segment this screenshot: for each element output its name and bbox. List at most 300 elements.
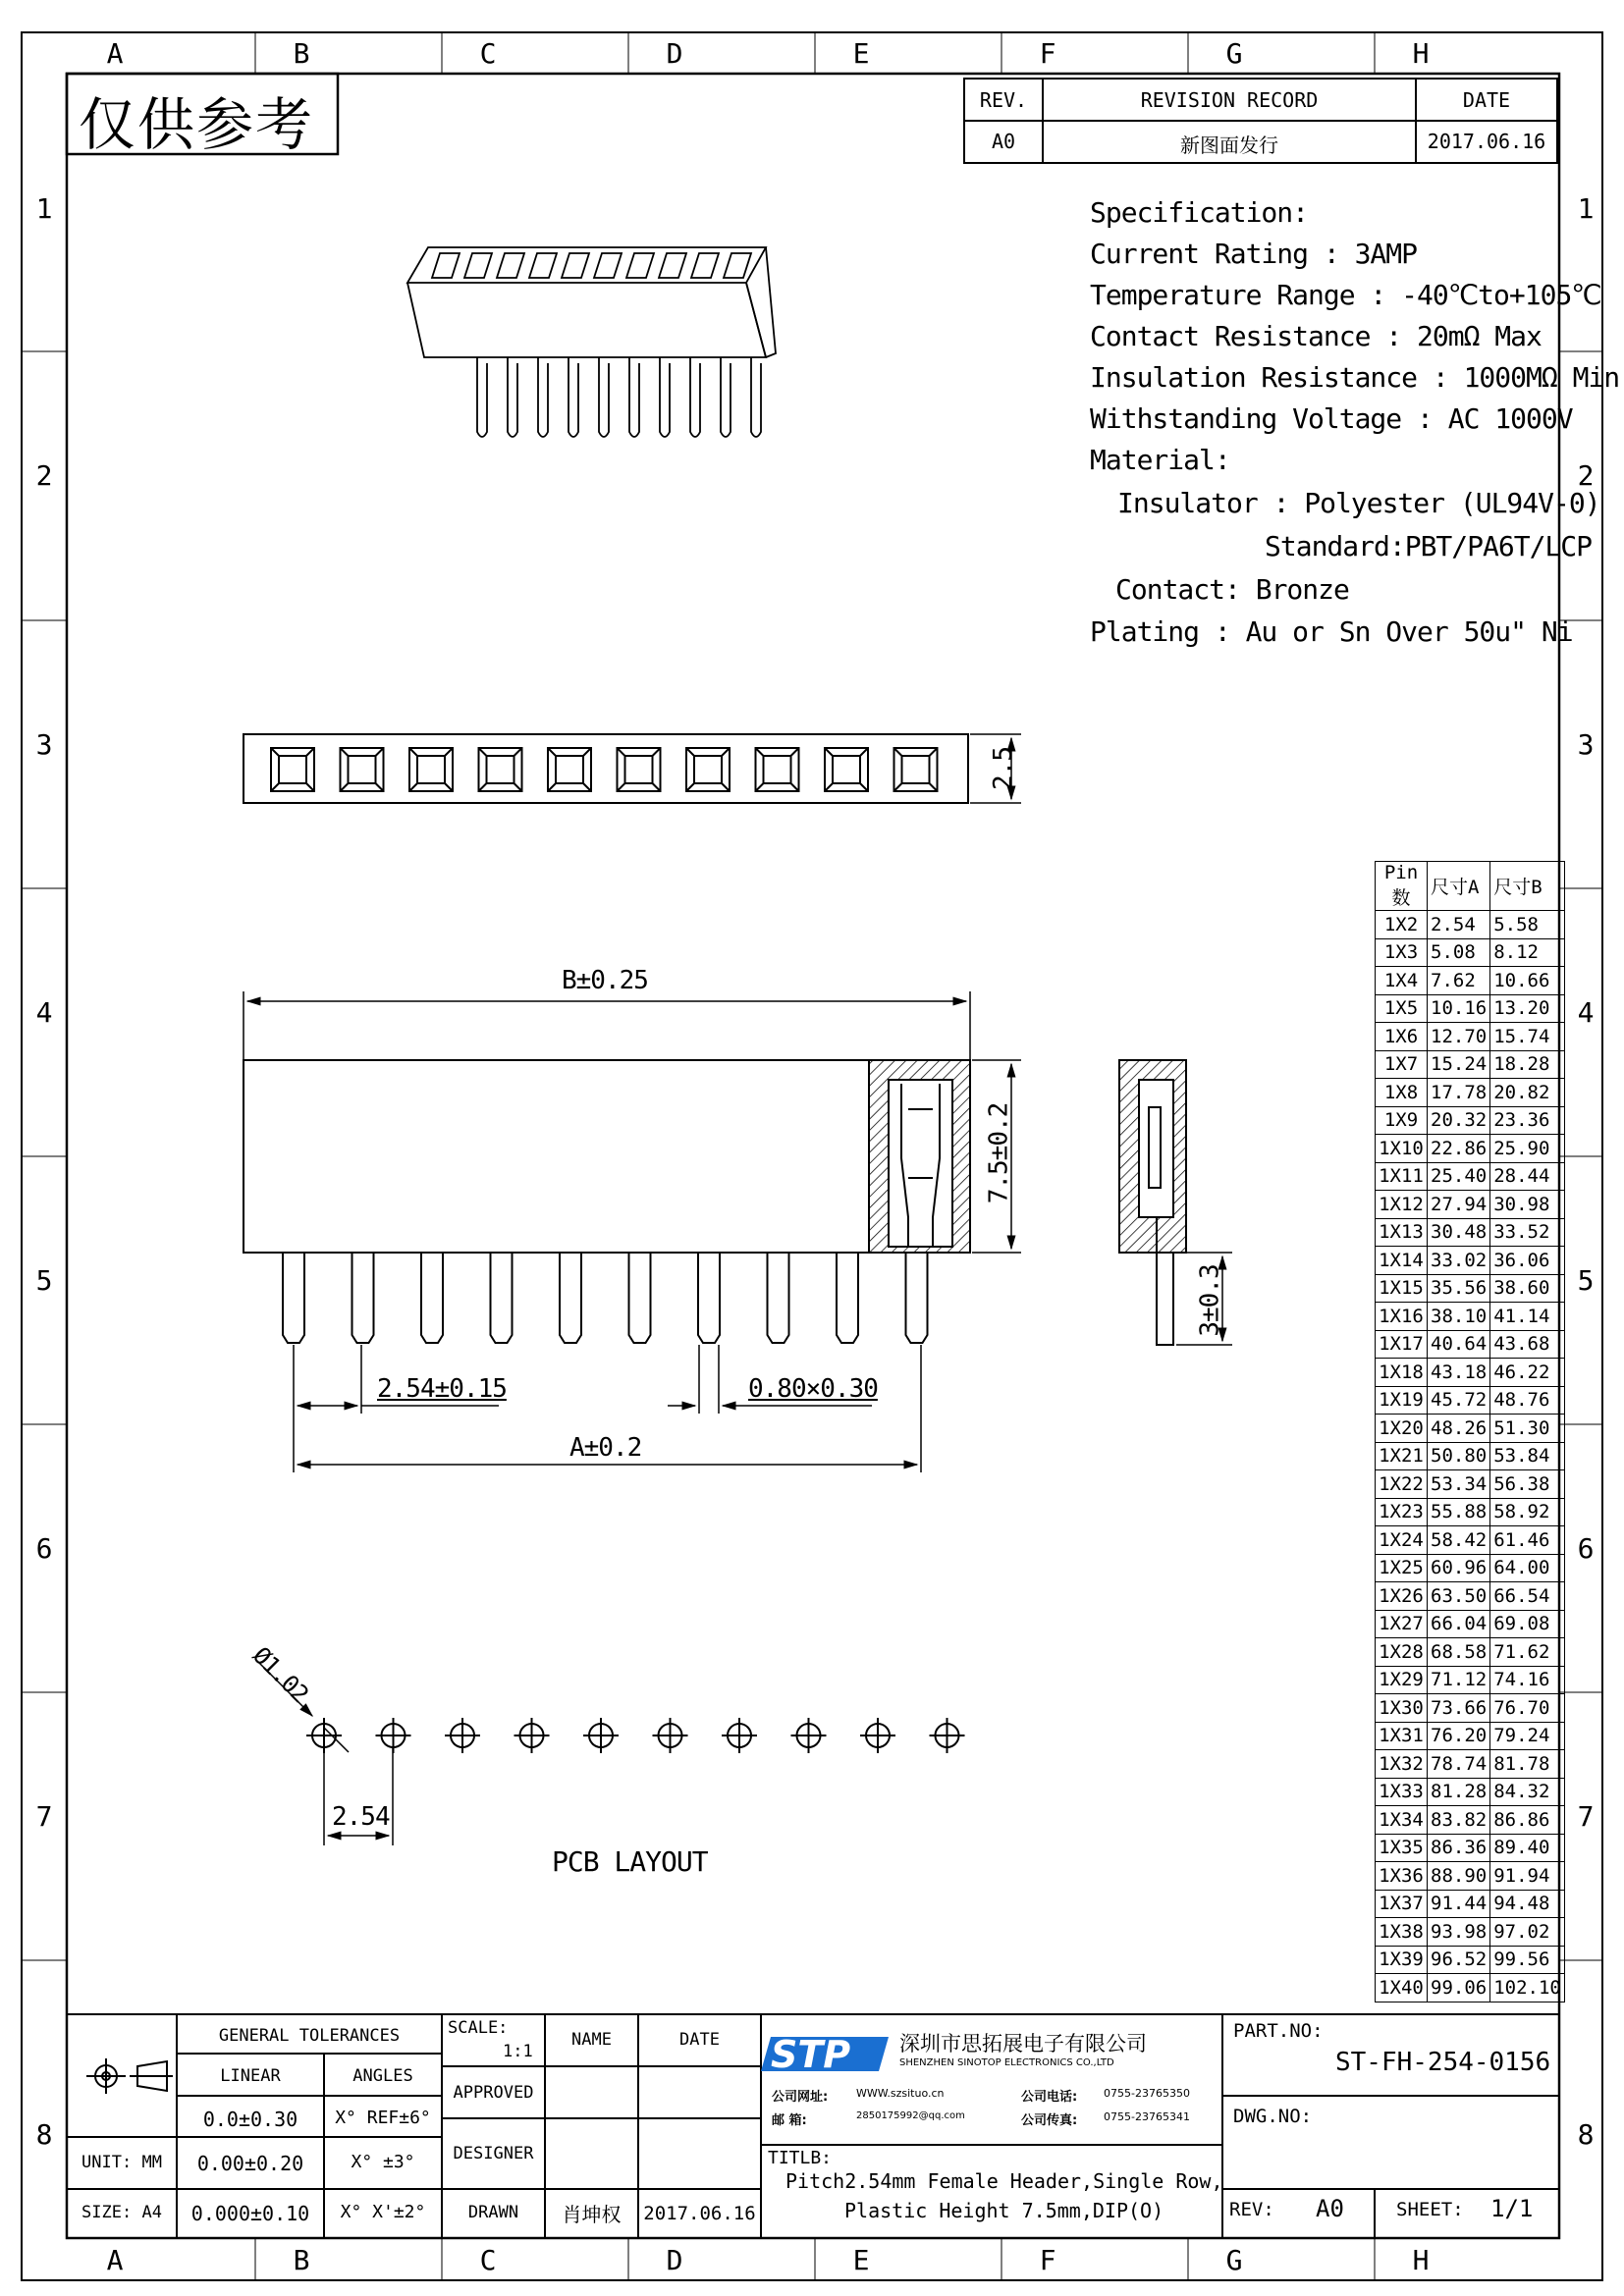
table-cell: 73.66: [1428, 1694, 1490, 1723]
table-row: [1376, 1666, 1565, 1694]
table-cell: 81.78: [1490, 1750, 1565, 1779]
table-cell: 99.06: [1428, 1974, 1490, 2002]
front-view: [244, 991, 1021, 1472]
title-label: TITLB:: [768, 2148, 833, 2168]
spec-line: Insulation Resistance : 1000MΩ Min: [1090, 361, 1620, 394]
table-row: [1376, 1135, 1565, 1163]
pin: [698, 1253, 720, 1343]
pin: [599, 357, 609, 437]
table-cell: 53.84: [1490, 1442, 1565, 1470]
table-cell: 102.10: [1490, 1974, 1565, 2002]
table-cell: 84.32: [1490, 1778, 1565, 1806]
table-cell: 1X31: [1376, 1722, 1428, 1750]
socket-corner: [479, 748, 522, 791]
table-row: [1376, 1162, 1565, 1191]
table-cell: 1X17: [1376, 1330, 1428, 1359]
table-cell: 48.26: [1428, 1415, 1490, 1443]
fax-value: 0755-23765341: [1104, 2110, 1190, 2123]
pin: [721, 357, 731, 437]
table-cell: 5.08: [1428, 938, 1490, 967]
grid-row-label: 4: [1577, 996, 1595, 1029]
table-cell: 76.20: [1428, 1722, 1490, 1750]
web-label: 公司网址:: [772, 2090, 829, 2105]
unit-label: UNIT: MM: [81, 2153, 162, 2172]
table-row: [1376, 1442, 1565, 1470]
table-cell: 1X10: [1376, 1135, 1428, 1163]
phone-label: 公司电话:: [1021, 2090, 1078, 2105]
table-row: [1376, 911, 1565, 939]
grid-column-label: D: [666, 37, 683, 70]
table-cell: 1X12: [1376, 1191, 1428, 1219]
grid-row-label: 7: [1577, 1800, 1595, 1833]
socket-square-inner: [556, 756, 583, 783]
spec-line: Contact Resistance : 20mΩ Max: [1090, 320, 1542, 352]
spec-contact: Contact: Bronze: [1115, 573, 1349, 606]
table-cell: 18.28: [1490, 1050, 1565, 1079]
socket-corner: [756, 748, 799, 791]
table-cell: 56.38: [1490, 1470, 1565, 1499]
table-cell: 55.88: [1428, 1498, 1490, 1526]
table-cell: 71.12: [1428, 1666, 1490, 1694]
company-logo: [761, 2033, 889, 2076]
table-cell: 33.52: [1490, 1218, 1565, 1247]
table-cell: 64.00: [1490, 1554, 1565, 1582]
table-cell: 91.44: [1428, 1890, 1490, 1918]
sheet-label: SHEET:: [1396, 2199, 1464, 2220]
table-cell: 1X27: [1376, 1610, 1428, 1638]
designer-label: DESIGNER: [453, 2144, 534, 2163]
table-row: [1376, 1274, 1565, 1303]
grid-column-label: C: [479, 2244, 497, 2276]
table-cell: 1X5: [1376, 994, 1428, 1023]
table-row: [1376, 1974, 1565, 2002]
table-cell: 1X3: [1376, 938, 1428, 967]
grid-column-label: G: [1225, 2244, 1243, 2276]
pin: [629, 357, 639, 437]
table-cell: 89.40: [1490, 1834, 1565, 1862]
spec-line: Withstanding Voltage : AC 1000V: [1090, 402, 1573, 435]
table-cell: 86.86: [1490, 1806, 1565, 1835]
table-cell: 1X13: [1376, 1218, 1428, 1247]
linear-tol-2: 0.00±0.20: [196, 2152, 304, 2175]
grid-column-label: A: [106, 37, 124, 70]
company-name-en: SHENZHEN SINOTOP ELECTRONICS CO.,LTD: [899, 2057, 1114, 2068]
table-cell: 1X30: [1376, 1694, 1428, 1723]
pin: [906, 1253, 928, 1343]
part-no: ST-FH-254-0156: [1335, 2048, 1551, 2077]
table-cell: 58.92: [1490, 1498, 1565, 1526]
table-cell: 30.98: [1490, 1191, 1565, 1219]
table-cell: 50.80: [1428, 1442, 1490, 1470]
table-row: [1376, 1946, 1565, 1974]
angle-tol-3: X° X'±2°: [340, 2202, 426, 2222]
revision-date-value: 2017.06.16: [1427, 130, 1546, 153]
linear-tol-1: 0.0±0.30: [202, 2108, 298, 2131]
table-row: [1376, 1359, 1565, 1387]
grid-column-label: E: [852, 2244, 870, 2276]
socket-corner: [618, 748, 661, 791]
grid-row-label: 5: [35, 1264, 53, 1297]
table-cell: 43.18: [1428, 1359, 1490, 1387]
table-cell: 66.04: [1428, 1610, 1490, 1638]
linear-label: LINEAR: [220, 2066, 281, 2086]
socket-corner: [409, 748, 453, 791]
table-cell: 27.94: [1428, 1191, 1490, 1219]
grid-row-label: 5: [1577, 1264, 1595, 1297]
table-cell: 1X26: [1376, 1582, 1428, 1611]
table-cell: 86.36: [1428, 1834, 1490, 1862]
table-cell: 40.64: [1428, 1330, 1490, 1359]
table-cell: 61.46: [1490, 1526, 1565, 1555]
table-row: [1376, 1778, 1565, 1806]
linear-tol-3: 0.000±0.10: [190, 2202, 310, 2225]
socket-square-inner: [833, 756, 860, 783]
angle-tol-1: X° REF±6°: [335, 2108, 431, 2128]
table-row: [1376, 994, 1565, 1023]
spec-plating: Plating : Au or Sn Over 50u" Ni: [1090, 615, 1573, 648]
socket-square-inner: [487, 756, 514, 783]
table-cell: 1X23: [1376, 1498, 1428, 1526]
grid-column-label: B: [293, 37, 310, 70]
grid-row-label: 6: [1577, 1532, 1595, 1565]
table-cell: 28.44: [1490, 1162, 1565, 1191]
table-cell: 12.70: [1428, 1023, 1490, 1051]
table-cell: 1X34: [1376, 1806, 1428, 1835]
table-cell: 97.02: [1490, 1918, 1565, 1947]
table-cell: 99.56: [1490, 1946, 1565, 1974]
table-cell: 38.10: [1428, 1303, 1490, 1331]
table-cell: 76.70: [1490, 1694, 1565, 1723]
table-cell: 1X9: [1376, 1106, 1428, 1135]
table-cell: 68.58: [1428, 1638, 1490, 1667]
spec-insulator: Insulator : Polyester (UL94V-0): [1117, 487, 1600, 519]
table-row: [1376, 1806, 1565, 1835]
grid-row-label: 3: [1577, 728, 1595, 761]
table-row: [1376, 1610, 1565, 1638]
grid-column-label: D: [666, 2244, 683, 2276]
drawn-date: 2017.06.16: [643, 2203, 756, 2224]
table-cell: 25.40: [1428, 1162, 1490, 1191]
socket-square-inner: [349, 756, 376, 783]
pin: [477, 357, 487, 437]
socket-hole: [562, 253, 589, 278]
table-cell: 25.90: [1490, 1135, 1565, 1163]
table-cell: 1X37: [1376, 1890, 1428, 1918]
table-cell: 1X29: [1376, 1666, 1428, 1694]
table-cell: 30.48: [1428, 1218, 1490, 1247]
table-cell: 1X18: [1376, 1359, 1428, 1387]
table-cell: 78.74: [1428, 1750, 1490, 1779]
table-row: [1376, 1498, 1565, 1526]
general-tolerances-label: GENERAL TOLERANCES: [218, 2026, 401, 2046]
socket-square-inner: [279, 756, 306, 783]
pin: [768, 1253, 789, 1343]
table-cell: 15.74: [1490, 1023, 1565, 1051]
table-cell: 33.02: [1428, 1247, 1490, 1275]
table-row: [1376, 1554, 1565, 1582]
table-cell: 1X11: [1376, 1162, 1428, 1191]
table-cell: 17.78: [1428, 1079, 1490, 1107]
table-cell: 1X4: [1376, 967, 1428, 995]
pin: [690, 357, 700, 437]
pin: [568, 357, 578, 437]
socket-hole: [594, 253, 622, 278]
table-cell: 93.98: [1428, 1918, 1490, 1947]
table-header-cell: 尺寸B: [1490, 862, 1565, 911]
dim-height: 7.5±0.2: [984, 1102, 1014, 1204]
table-cell: 2.54: [1428, 911, 1490, 939]
table-cell: 1X20: [1376, 1415, 1428, 1443]
dim-pin-length: 3±0.3: [1195, 1264, 1225, 1337]
title-line-1: Pitch2.54mm Female Header,Single Row,: [785, 2169, 1223, 2193]
table-cell: 53.34: [1428, 1470, 1490, 1499]
rev-header: REV.: [979, 88, 1028, 112]
grid-row-label: 8: [1577, 2118, 1595, 2151]
socket-square-inner: [764, 756, 791, 783]
dim-pitch: 2.54±0.15: [377, 1374, 507, 1404]
table-row: [1376, 1750, 1565, 1779]
socket-square-inner: [902, 756, 930, 783]
table-cell: 1X2: [1376, 911, 1428, 939]
table-row: [1376, 1834, 1565, 1862]
table-cell: 20.32: [1428, 1106, 1490, 1135]
table-cell: 15.24: [1428, 1050, 1490, 1079]
table-cell: 1X39: [1376, 1946, 1428, 1974]
table-cell: 7.62: [1428, 967, 1490, 995]
grid-column-label: H: [1412, 2244, 1430, 2276]
table-row: [1376, 1470, 1565, 1499]
table-cell: 8.12: [1490, 938, 1565, 967]
table-row: [1376, 967, 1565, 995]
pin: [491, 1253, 513, 1343]
table-row: [1376, 1890, 1565, 1918]
socket-square-inner: [417, 756, 445, 783]
grid-row-label: 7: [35, 1800, 53, 1833]
table-cell: 1X24: [1376, 1526, 1428, 1555]
table-cell: 96.52: [1428, 1946, 1490, 1974]
table-cell: 22.86: [1428, 1135, 1490, 1163]
table-row: [1376, 938, 1565, 967]
table-cell: 1X15: [1376, 1274, 1428, 1303]
grid-row-label: 1: [35, 192, 53, 225]
table-cell: 35.56: [1428, 1274, 1490, 1303]
pin: [629, 1253, 651, 1343]
table-header-row: [1376, 862, 1565, 911]
top-view: [244, 734, 1021, 803]
table-row: [1376, 1247, 1565, 1275]
drawn-name: 肖坤权: [562, 2203, 622, 2226]
drawn-label: DRAWN: [467, 2203, 519, 2222]
table-row: [1376, 1415, 1565, 1443]
grid-row-label: 2: [1577, 459, 1595, 492]
dim-hole-dia: Ø1.02: [246, 1641, 314, 1708]
socket-corner: [548, 748, 591, 791]
spec-line: Temperature Range : -40℃to+105℃: [1090, 279, 1601, 311]
table-cell: 1X35: [1376, 1834, 1428, 1862]
rev-value: A0: [991, 130, 1016, 153]
revision-record-header: REVISION RECORD: [1140, 88, 1319, 112]
table-cell: 36.06: [1490, 1247, 1565, 1275]
grid-column-label: B: [293, 2244, 310, 2276]
projection-symbol-icon: [86, 2058, 173, 2094]
revision-record-value: 新图面发行: [1180, 133, 1278, 157]
table-row: [1376, 1303, 1565, 1331]
mail-label: 邮 箱:: [772, 2113, 807, 2128]
date-label: DATE: [679, 2030, 720, 2050]
pin: [538, 357, 548, 437]
table-cell: 74.16: [1490, 1666, 1565, 1694]
table-cell: 48.76: [1490, 1386, 1565, 1415]
spec-line: Material:: [1090, 444, 1230, 476]
socket-hole: [691, 253, 719, 278]
table-cell: 1X36: [1376, 1862, 1428, 1891]
socket-hole: [497, 253, 524, 278]
grid-row-label: 4: [35, 996, 53, 1029]
table-cell: 1X7: [1376, 1050, 1428, 1079]
pin: [660, 357, 670, 437]
table-cell: 45.72: [1428, 1386, 1490, 1415]
sheet-value: 1/1: [1490, 2195, 1534, 2222]
pcb-layout-label: PCB LAYOUT: [552, 1845, 708, 1878]
table-cell: 69.08: [1490, 1610, 1565, 1638]
grid-column-label: F: [1039, 2244, 1056, 2276]
spec-line: Current Rating : 3AMP: [1090, 238, 1418, 270]
table-row: [1376, 1330, 1565, 1359]
phone-value: 0755-23765350: [1104, 2087, 1190, 2100]
pin: [283, 1253, 304, 1343]
table-cell: 1X19: [1376, 1386, 1428, 1415]
table-cell: 88.90: [1428, 1862, 1490, 1891]
table-cell: 91.94: [1490, 1862, 1565, 1891]
angles-label: ANGLES: [352, 2066, 413, 2086]
table-cell: 20.82: [1490, 1079, 1565, 1107]
table-cell: 63.50: [1428, 1582, 1490, 1611]
reference-stamp: 仅供参考: [79, 91, 315, 158]
date-header: DATE: [1462, 88, 1511, 112]
dim-a-length: A±0.2: [569, 1433, 642, 1463]
dwg-no-label: DWG.NO:: [1233, 2106, 1313, 2127]
table-row: [1376, 1526, 1565, 1555]
pin: [508, 357, 517, 437]
socket-hole: [464, 253, 492, 278]
table-cell: 46.22: [1490, 1359, 1565, 1387]
table-row: [1376, 1582, 1565, 1611]
pin: [751, 357, 761, 437]
approved-label: APPROVED: [453, 2083, 534, 2103]
dim-pcb-pitch: 2.54: [332, 1802, 390, 1832]
table-cell: 13.20: [1490, 994, 1565, 1023]
socket-hole: [626, 253, 654, 278]
table-cell: 41.14: [1490, 1303, 1565, 1331]
table-header-cell: 尺寸A: [1428, 862, 1490, 911]
grid-row-label: 8: [35, 2118, 53, 2151]
web-value: WWW.szsituo.cn: [856, 2087, 945, 2100]
socket-corner: [271, 748, 314, 791]
table-cell: 23.36: [1490, 1106, 1565, 1135]
part-no-label: PART.NO:: [1233, 2020, 1324, 2042]
grid-column-label: C: [479, 37, 497, 70]
table-cell: 1X14: [1376, 1247, 1428, 1275]
table-row: [1376, 1079, 1565, 1107]
table-cell: 81.28: [1428, 1778, 1490, 1806]
table-cell: 58.42: [1428, 1526, 1490, 1555]
table-cell: 10.66: [1490, 967, 1565, 995]
table-cell: 1X33: [1376, 1778, 1428, 1806]
socket-square-inner: [625, 756, 653, 783]
table-cell: 83.82: [1428, 1806, 1490, 1835]
table-cell: 60.96: [1428, 1554, 1490, 1582]
table-cell: 43.68: [1490, 1330, 1565, 1359]
table-row: [1376, 1694, 1565, 1723]
socket-corner: [686, 748, 730, 791]
table-cell: 1X28: [1376, 1638, 1428, 1667]
table-row: [1376, 1050, 1565, 1079]
table-row: [1376, 1638, 1565, 1667]
grid-column-label: E: [852, 37, 870, 70]
dim-top-height: 2.5: [988, 747, 1018, 790]
grid-row-label: 6: [35, 1532, 53, 1565]
socket-corner: [341, 748, 384, 791]
pin-dimension-table: [1375, 861, 1565, 2002]
table-row: [1376, 1918, 1565, 1947]
grid-column-label: G: [1225, 37, 1243, 70]
table-row: [1376, 1106, 1565, 1135]
table-cell: 1X25: [1376, 1554, 1428, 1582]
table-cell: 1X40: [1376, 1974, 1428, 2002]
table-cell: 5.58: [1490, 911, 1565, 939]
company-name-cn: 深圳市思拓展电子有限公司: [899, 2032, 1147, 2056]
table-cell: 1X8: [1376, 1079, 1428, 1107]
scale-label: SCALE:: [448, 2018, 509, 2038]
table-cell: 38.60: [1490, 1274, 1565, 1303]
table-cell: 1X22: [1376, 1470, 1428, 1499]
name-label: NAME: [571, 2030, 612, 2050]
table-cell: 79.24: [1490, 1722, 1565, 1750]
table-cell: 66.54: [1490, 1582, 1565, 1611]
socket-hole: [659, 253, 686, 278]
socket-hole: [432, 253, 460, 278]
table-row: [1376, 1386, 1565, 1415]
table-cell: 1X16: [1376, 1303, 1428, 1331]
table-cell: 1X38: [1376, 1918, 1428, 1947]
pin: [560, 1253, 581, 1343]
rev-label: REV:: [1229, 2199, 1274, 2220]
table-cell: 1X6: [1376, 1023, 1428, 1051]
logo-text: STP: [771, 2033, 851, 2076]
pin: [421, 1253, 443, 1343]
grid-row-label: 3: [35, 728, 53, 761]
pin: [837, 1253, 858, 1343]
grid-column-label: H: [1412, 37, 1430, 70]
rev-value-block: A0: [1316, 2195, 1344, 2222]
title-line-2: Plastic Height 7.5mm,DIP(O): [844, 2199, 1164, 2222]
table-row: [1376, 1862, 1565, 1891]
table-cell: 71.62: [1490, 1638, 1565, 1667]
table-row: [1376, 1722, 1565, 1750]
scale-value: 1:1: [503, 2042, 533, 2061]
table-row: [1376, 1218, 1565, 1247]
size-label: SIZE: A4: [81, 2203, 162, 2222]
spec-standard: Standard:PBT/PA6T/LCP: [1265, 530, 1593, 562]
table-row: [1376, 1023, 1565, 1051]
grid-row-label: 1: [1577, 192, 1595, 225]
pin: [352, 1253, 374, 1343]
table-cell: 10.16: [1428, 994, 1490, 1023]
fax-label: 公司传真:: [1021, 2113, 1078, 2128]
table-cell: 1X32: [1376, 1750, 1428, 1779]
grid-row-label: 2: [35, 459, 53, 492]
socket-corner: [825, 748, 868, 791]
